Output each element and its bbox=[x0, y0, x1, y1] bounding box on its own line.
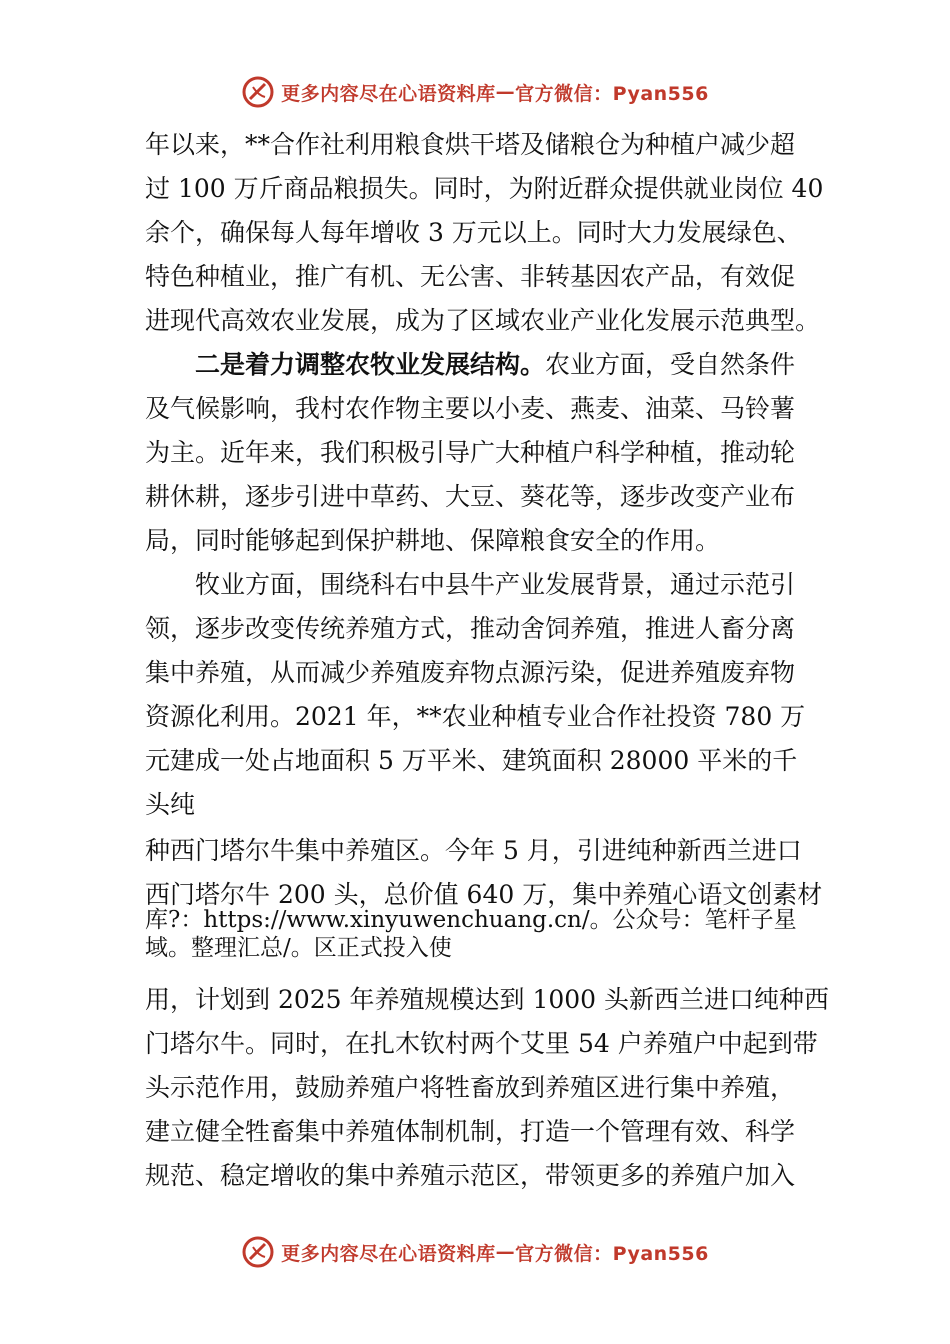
banner-dash: — bbox=[495, 1241, 516, 1263]
body-line: 用，计划到 2025 年养殖规模达到 1000 头新西兰进口纯种西 bbox=[145, 985, 830, 1014]
body-line: 为主。近年来，我们积极引导广大种植户科学种植，推动轮 bbox=[145, 438, 796, 467]
body-line: 特色种植业，推广有机、无公害、非转基因农产品，有效促 bbox=[145, 262, 796, 291]
body-line: 元建成一处占地面积 5 万平米、建筑面积 28000 平米的千 bbox=[145, 746, 798, 775]
section2-first-rest: 农业方面，受自然条件 bbox=[545, 350, 796, 379]
body-line: 头示范作用，鼓励养殖户将牲畜放到养殖区进行集中养殖， bbox=[145, 1073, 796, 1102]
body-line: 资源化利用。2021 年，**农业种植专业合作社投资 780 万 bbox=[145, 702, 806, 731]
banner-wechat-text: 官方微信：Pyan556 bbox=[515, 1242, 709, 1265]
brand-logo-icon bbox=[241, 1235, 275, 1269]
banner-brand-text: 更多内容尽在心语资料库 bbox=[281, 1242, 496, 1265]
section2-first-line bbox=[195, 350, 795, 380]
body-line: 建立健全牲畜集中养殖体制机制，打造一个管理有效、科学 bbox=[145, 1117, 796, 1146]
body-line: 耕休耕，逐步引进中草药、大豆、葵花等，逐步改变产业布 bbox=[145, 482, 796, 511]
body-line: 及气候影响，我村农作物主要以小麦、燕麦、油菜、马铃薯 bbox=[145, 394, 796, 423]
body-line: 西门塔尔牛 200 头，总价值 640 万，集中养殖心语文创素材 bbox=[145, 880, 823, 909]
watermark-line: 库?：https://www.xinyuwenchuang.cn/。公众号：笔杆子星 bbox=[145, 907, 797, 933]
body-line: 余个，确保每人每年增收 3 万元以上。同时大力发展绿色、 bbox=[145, 218, 802, 247]
section2-heading: 二是着力调整农牧业发展结构。 bbox=[195, 350, 546, 379]
body-line: 领，逐步改变传统养殖方式，推动舍饲养殖，推进人畜分离 bbox=[145, 614, 796, 643]
header-banner bbox=[0, 72, 950, 112]
brand-logo-icon bbox=[241, 75, 275, 109]
body-line: 集中养殖，从而减少养殖废弃物点源污染，促进养殖废弃物 bbox=[145, 658, 796, 687]
body-line: 头纯 bbox=[145, 790, 196, 819]
body-line: 规范、稳定增收的集中养殖示范区，带领更多的养殖户加入 bbox=[145, 1161, 796, 1190]
body-line: 过 100 万斤商品粮损失。同时，为附近群众提供就业岗位 40 bbox=[145, 174, 824, 203]
body-line: 种西门塔尔牛集中养殖区。今年 5 月，引进纯种新西兰进口 bbox=[145, 836, 802, 865]
watermark-line: 域。整理汇总/。区正式投入使 bbox=[145, 935, 452, 961]
body-line: 局，同时能够起到保护耕地、保障粮食安全的作用。 bbox=[145, 526, 721, 555]
body-line: 牧业方面，围绕科右中县牛产业发展背景，通过示范引 bbox=[195, 570, 796, 599]
body-line: 进现代高效农业发展，成为了区域农业产业化发展示范典型。 bbox=[145, 306, 821, 335]
body-line: 年以来，**合作社利用粮食烘干塔及储粮仓为种植户减少超 bbox=[145, 130, 796, 159]
banner-dash: — bbox=[495, 81, 516, 103]
body-line: 门塔尔牛。同时，在扎木钦村两个艾里 54 户养殖户中起到带 bbox=[145, 1029, 818, 1058]
footer-banner bbox=[0, 1232, 950, 1272]
banner-brand-text: 更多内容尽在心语资料库 bbox=[281, 82, 496, 105]
banner-wechat-text: 官方微信：Pyan556 bbox=[515, 82, 709, 105]
